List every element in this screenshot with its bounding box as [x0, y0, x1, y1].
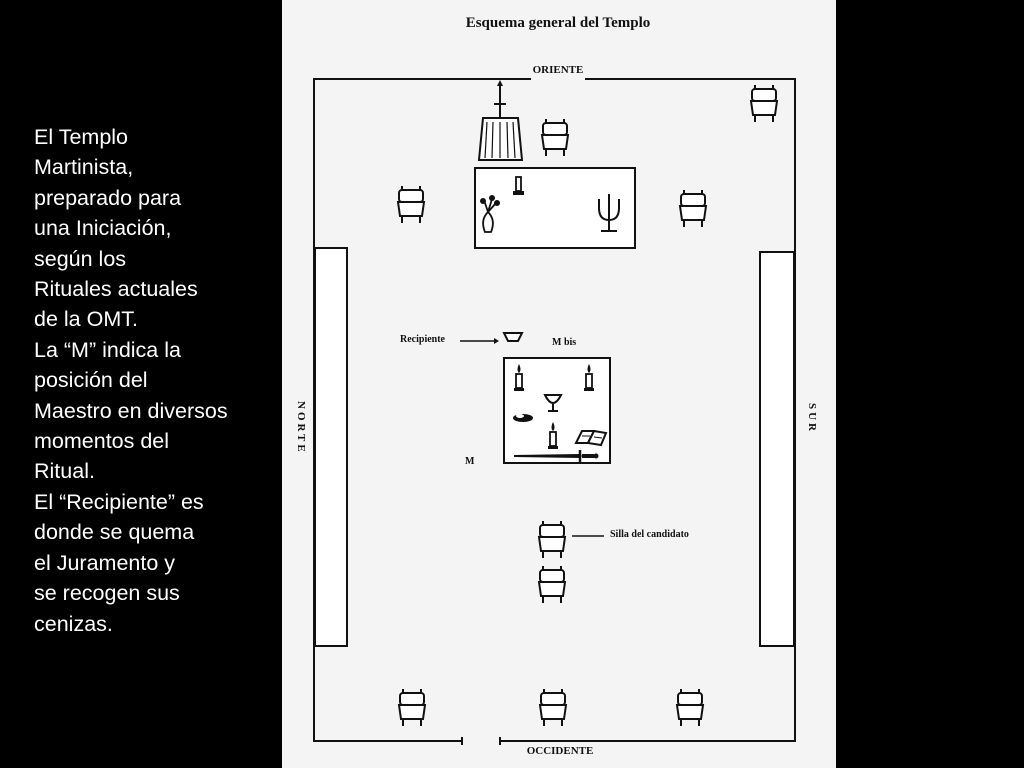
chair-east-center	[542, 119, 568, 156]
chair-west-right	[677, 689, 703, 726]
chair-east-top-right	[751, 85, 777, 122]
candidate-chair-label: Silla del candidato	[610, 529, 689, 540]
north-bench	[315, 248, 347, 646]
description-line: La “M” indica la	[34, 337, 181, 362]
chair-below-candidate	[539, 566, 565, 603]
description-line: Ritual.	[34, 459, 95, 484]
description-line: posición del	[34, 368, 148, 393]
plate-icon	[513, 414, 533, 422]
description-line: momentos del	[34, 429, 170, 454]
temple-diagram-svg	[282, 0, 836, 768]
description-line: según los	[34, 246, 127, 271]
recipient-bowl-icon	[504, 333, 522, 341]
south-bench	[760, 252, 794, 646]
description-line: el Juramento y	[34, 550, 176, 575]
chair-candidate	[539, 521, 565, 558]
master-label: M	[465, 456, 475, 467]
description-line: una Iniciación,	[34, 216, 172, 241]
temple-diagram	[282, 0, 836, 768]
chair-altar-left	[398, 186, 424, 223]
south-label: SUR	[806, 403, 818, 435]
chair-altar-right	[680, 190, 706, 227]
recipient-label: Recipiente	[400, 334, 445, 345]
description-line: donde se quema	[34, 520, 195, 545]
chair-west-left	[399, 689, 425, 726]
master-bis-label: M bis	[552, 337, 577, 348]
description-line: se recogen sus	[34, 581, 180, 606]
book-icon	[576, 431, 606, 445]
description-line: Martinista,	[34, 155, 134, 180]
description-line: de la OMT.	[34, 307, 138, 332]
description-line: Maestro en diversos	[34, 398, 228, 423]
description-line: Rituales actuales	[34, 277, 198, 302]
east-label: ORIENTE	[532, 64, 584, 76]
description-line: preparado para	[34, 185, 182, 210]
throne-icon	[479, 80, 522, 160]
description-line: El “Recipiente” es	[34, 489, 204, 514]
east-altar	[475, 168, 635, 248]
description-text	[34, 122, 274, 639]
diagram-title: Esquema general del Templo	[465, 15, 651, 31]
description-line: cenizas.	[34, 611, 113, 636]
north-label: NORTE	[295, 401, 307, 455]
west-label: OCCIDENTE	[526, 745, 594, 757]
description-line: El Templo	[34, 125, 129, 149]
chair-west-center	[540, 689, 566, 726]
